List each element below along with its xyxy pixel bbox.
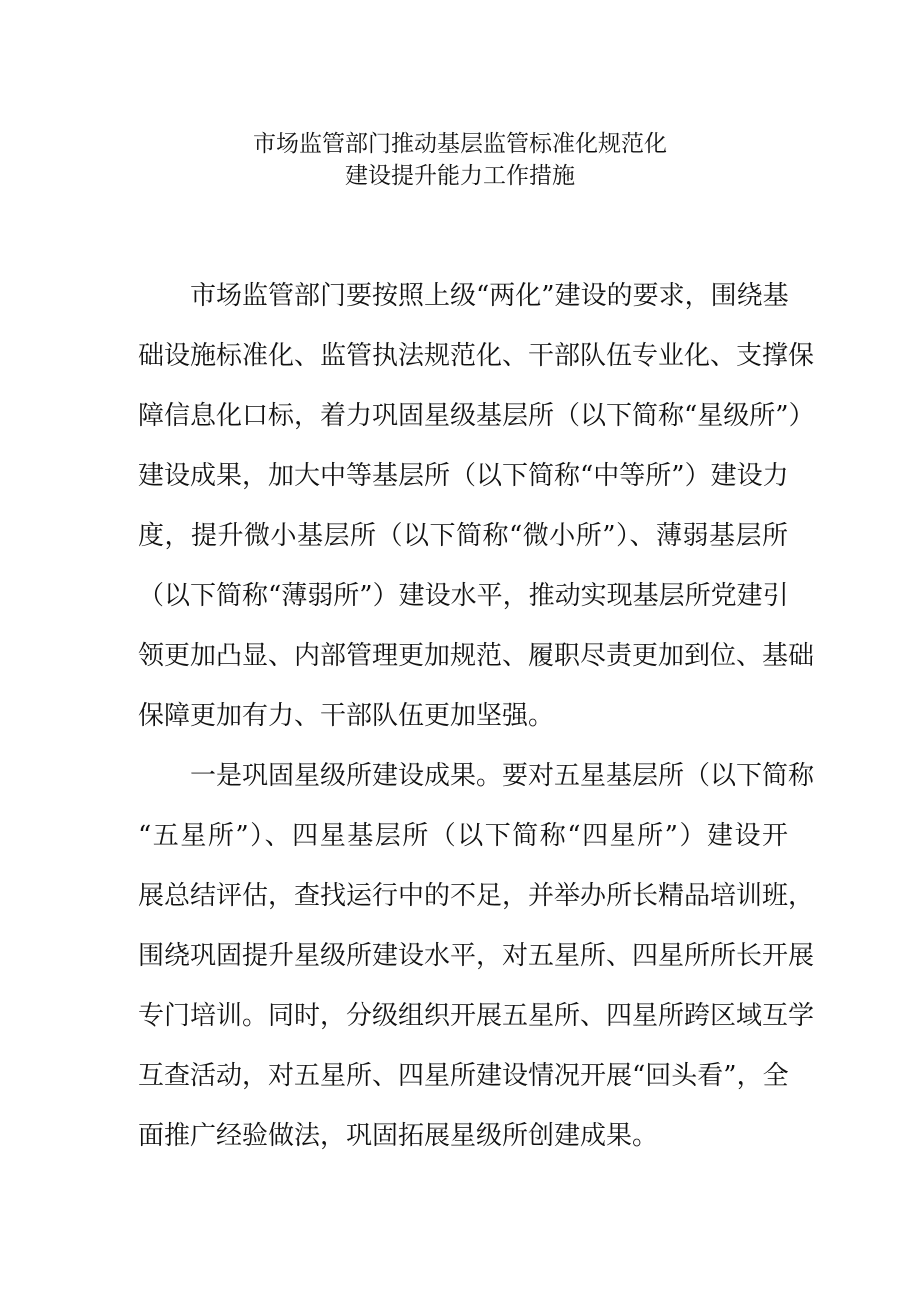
paragraph-line: 度，提升微小基层所（以下简称“微小所”）、薄弱基层所 — [138, 521, 788, 551]
paragraph-2 — [138, 746, 815, 1166]
title-line-1: 市场监管部门推动基层监管标准化规范化 — [253, 131, 667, 157]
title-line-2: 建设提升能力工作措施 — [345, 163, 575, 189]
document-title — [0, 128, 920, 192]
paragraph-line: 互查活动，对五星所、四星所建设情况开展“回头看”，全 — [138, 1061, 789, 1091]
paragraph-line: 围绕巩固提升星级所建设水平，对五星所、四星所所长开展 — [138, 941, 815, 971]
paragraph-line: （以下简称“薄弱所”）建设水平，推动实现基层所党建引 — [138, 581, 789, 611]
paragraph-line: 障信息化口标，着力巩固星级基层所（以下简称“星级所”） — [138, 401, 815, 431]
paragraph-line: 础设施标准化、监管执法规范化、干部队伍专业化、支撑保 — [138, 341, 815, 371]
paragraph-line: “五星所”）、四星基层所（以下简称“四星所”）建设开 — [138, 821, 788, 851]
paragraph-line: 领更加凸显、内部管理更加规范、履职尽责更加到位、基础 — [138, 641, 815, 671]
paragraph-line: 市场监管部门要按照上级“两化”建设的要求，围绕基 — [190, 281, 789, 311]
paragraph-line: 专门培训。同时，分级组织开展五星所、四星所跨区域互学 — [138, 1001, 815, 1031]
paragraph-line: 面推广经验做法，巩固拓展星级所创建成果。 — [138, 1121, 659, 1151]
paragraph-line: 一是巩固星级所建设成果。要对五星基层所（以下简称 — [190, 761, 815, 791]
paragraph-1 — [138, 266, 815, 746]
paragraph-line: 保障更加有力、干部队伍更加坚强。 — [138, 701, 555, 731]
paragraph-line: 展总结评估，查找运行中的不足，并举办所长精品培训班， — [138, 881, 815, 911]
paragraph-line: 建设成果，加大中等基层所（以下简称“中等所”）建设力 — [138, 461, 789, 491]
document-body — [138, 266, 815, 1166]
